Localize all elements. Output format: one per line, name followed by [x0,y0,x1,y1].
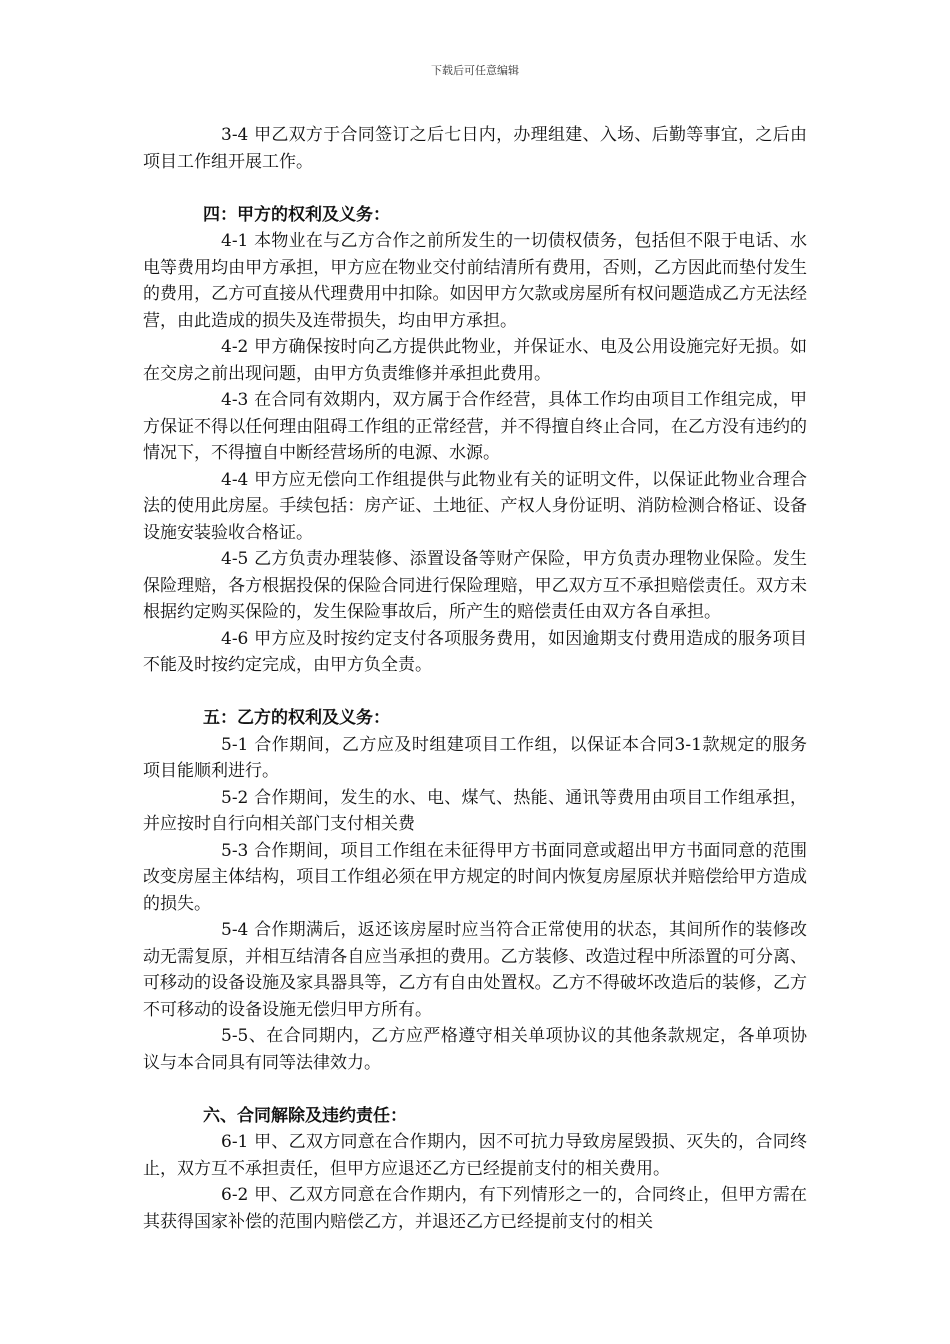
clause-4-4: 4-4 甲方应无偿向工作组提供与此物业有关的证明文件，以保证此物业合理合法的使用此房屋。手续包括：房产证、土地征、产权人身份证明、消防检测合格证、设备设施安装验收合格证。 [143,469,807,543]
clause-5-1: 5-1 合作期间，乙方应及时组建项目工作组，以保证本合同3-1款规定的服务项目能顺利进行。 [143,734,807,781]
clause-4-6: 4-6 甲方应及时按约定支付各项服务费用，如因逾期支付费用造成的服务项目不能及时按约定完成，由甲方负全责。 [143,628,807,675]
clause-6-2: 6-2 甲、乙双方同意在合作期内，有下列情形之一的，合同终止，但甲方需在其获得国家补偿的范围内赔偿乙方，并退还乙方已经提前支付的相关 [143,1185,807,1232]
clause-4-5: 4-5 乙方负责办理装修、添置设备等财产保险，甲方负责办理物业保险。发生保险理赔，各方根据投保的保险合同进行保险理赔，甲乙双方互不承担赔偿责任。双方未根据约定购买保险的，发生保险事故后，所产生的赔偿责任由双方各自承担。 [143,549,807,622]
page-header-note: 下载后可任意编辑 [431,64,519,77]
document-body [143,122,807,1235]
clause-6-1: 6-1 甲、乙双方同意在合作期内，因不可抗力导致房屋毁损、灭失的，合同终止，双方互不承担责任，但甲方应退还乙方已经提前支付的相关费用。 [143,1132,807,1179]
clause-4-3: 4-3 在合同有效期内，双方属于合作经营，具体工作均由项目工作组完成，甲方保证不得以任何理由阻碍工作组的正常经营，并不得擅自终止合同，在乙方没有违约的情况下，不得擅自中断经营场所的电源、水源。 [143,390,807,463]
section-6-title: 六、合同解除及违约责任： [203,1105,407,1126]
clause-4-1: 4-1 本物业在与乙方合作之前所发生的一切债权债务，包括但不限于电话、水电等费用均由甲方承担，甲方应在物业交付前结清所有费用，否则，乙方因此而垫付发生的费用，乙方可直接从代理费用中扣除。如因甲方欠款或房屋所有权问题造成乙方无法经营，由此造成的损失及连带损失，均由甲方承担。 [143,231,807,331]
clause-5-2: 5-2 合作期间，发生的水、电、煤气、热能、通讯等费用由项目工作组承担，并应按时自行向相关部门支付相关费 [143,787,807,834]
clause-5-5: 5-5、在合同期内，乙方应严格遵守相关单项协议的其他条款规定，各单项协议与本合同具有同等法律效力。 [143,1026,807,1073]
clause-5-3: 5-3 合作期间，项目工作组在未征得甲方书面同意或超出甲方书面同意的范围改变房屋主体结构，项目工作组必须在甲方规定的时间内恢复房屋原状并赔偿给甲方造成的损失。 [143,840,807,914]
clause-3-4: 3-4 甲乙双方于合同签订之后七日内，办理组建、入场、后勤等事宜，之后由项目工作组开展工作。 [143,125,807,172]
section-5-title: 五：乙方的权利及义务： [203,708,390,728]
section-4-title: 四：甲方的权利及义务： [203,204,390,225]
clause-5-4: 5-4 合作期满后，返还该房屋时应当符合正常使用的状态，其间所作的装修改动无需复原，并相互结清各自应当承担的费用。乙方装修、改造过程中所添置的可分离、可移动的设备设施及家具器具等，乙方有自由处置权。乙方不得破坏改造后的装修，乙方不可移动的设备设施无偿归甲方所有。 [143,920,807,1020]
clause-4-2: 4-2 甲方确保按时向乙方提供此物业，并保证水、电及公用设施完好无损。如在交房之前出现问题，由甲方负责维修并承担此费用。 [143,337,807,384]
